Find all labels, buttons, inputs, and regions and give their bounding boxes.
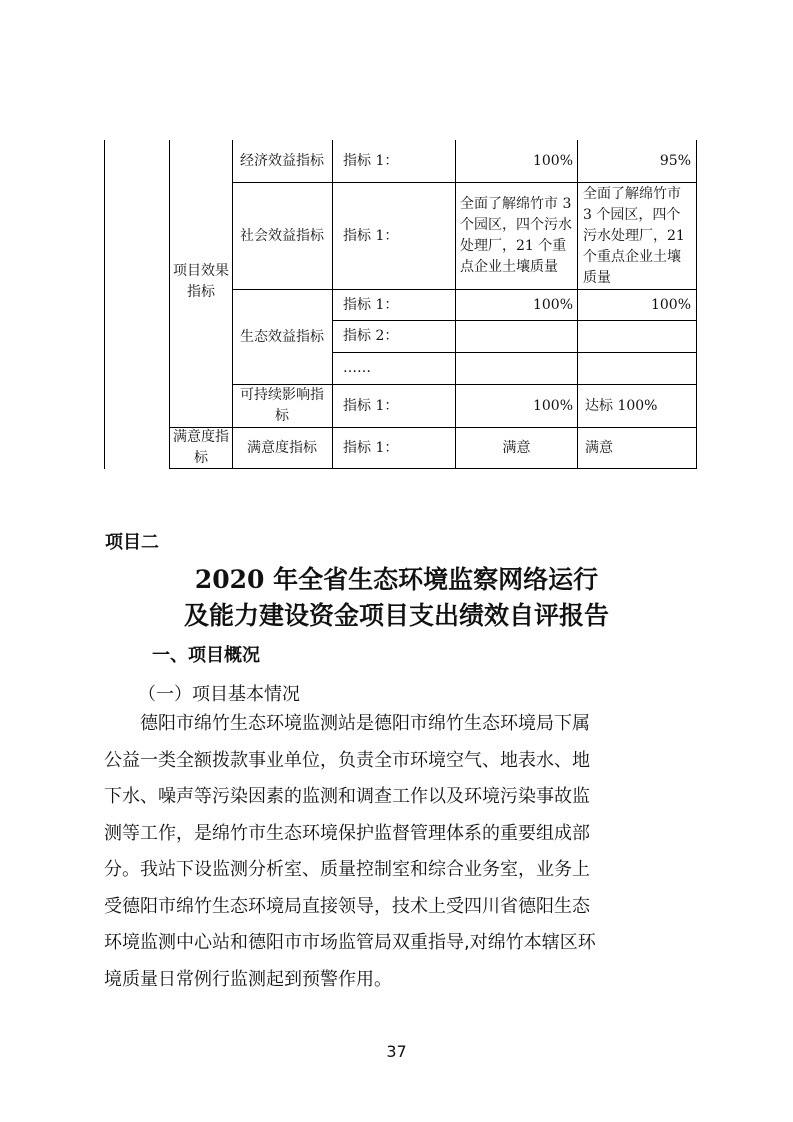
- table-border-bottom: [169, 468, 697, 469]
- paragraph-line: 公益一类全额拨款事业单位，负责全市环境空气、地表水、地: [104, 749, 590, 771]
- sub-indicator-ecological: 生态效益指标: [240, 328, 324, 345]
- indicator-name: 指标 1：: [343, 153, 399, 169]
- target-value: 满意: [502, 439, 531, 456]
- table-divider: [455, 140, 456, 469]
- subsection-heading: （一）项目基本情况: [138, 684, 300, 705]
- sub-indicator-satisfaction: 满意度指标: [247, 439, 317, 456]
- table-divider: [577, 140, 578, 469]
- indicator-name: ……: [343, 360, 371, 376]
- indicator-name: 指标 1：: [343, 227, 399, 244]
- table-border-left: [104, 140, 105, 469]
- actual-value: 满意: [585, 439, 613, 456]
- category-project-effect: 项目效果指标: [173, 263, 229, 300]
- actual-value: 达标 100%: [585, 397, 658, 414]
- paragraph-line: 受德阳市绵竹生态环境局直接领导，技术上受四川省德阳生态: [104, 895, 590, 917]
- indicator-name: 指标 1：: [343, 397, 399, 414]
- indicator-name: 指标 1：: [343, 296, 399, 313]
- indicator-name: 指标 2：: [343, 328, 399, 344]
- actual-value: 95%: [659, 153, 691, 169]
- section-heading: 一、项目概况: [152, 645, 260, 666]
- table-divider: [169, 140, 170, 469]
- target-value: 100%: [532, 296, 573, 313]
- paragraph-line: 分。我站下设监测分析室、质量控制室和综合业务室，业务上: [104, 859, 590, 880]
- sub-indicator-economic: 经济效益指标: [240, 153, 324, 169]
- report-title-line-2: 及能力建设资金项目支出绩效自评报告: [183, 601, 609, 630]
- table-border-right: [696, 140, 697, 469]
- table-divider: [332, 140, 333, 469]
- target-value: 100%: [532, 153, 573, 169]
- category-satisfaction: 满意度指标: [173, 429, 229, 466]
- sub-indicator-sustainability: 可持续影响指标: [240, 387, 324, 424]
- indicator-name: 指标 1：: [343, 439, 399, 456]
- target-value: 全面了解绵竹市 3 个园区，四个污水处理厂，21 个重点企业土壤质量: [460, 196, 572, 275]
- page-number: 37: [386, 1042, 407, 1061]
- body-paragraph: [104, 706, 690, 998]
- paragraph-line: 下水、噪声等污染因素的监测和调查工作以及环境污染事故监: [104, 786, 590, 807]
- actual-value: 100%: [650, 296, 691, 313]
- project-label: 项目二: [105, 532, 159, 553]
- table-divider: [232, 140, 233, 469]
- paragraph-line: 测等工作，是绵竹市生态环境保护监督管理体系的重要组成部: [104, 822, 590, 844]
- sub-indicator-social: 社会效益指标: [240, 227, 324, 244]
- target-value: 100%: [532, 397, 573, 414]
- paragraph-line: 环境监测中心站和德阳市市场监管局双重指导,对绵竹本辖区环: [104, 932, 596, 953]
- paragraph-line: 德阳市绵竹生态环境监测站是德阳市绵竹生态环境局下属: [140, 713, 590, 734]
- actual-value: 全面了解绵竹市 3 个园区，四个污水处理厂，21 个重点企业土壤质量: [583, 185, 685, 286]
- report-title-line-1: 2020 年全省生态环境监察网络运行: [194, 565, 599, 594]
- paragraph-line: 境质量日常例行监测起到预警作用。: [104, 968, 392, 990]
